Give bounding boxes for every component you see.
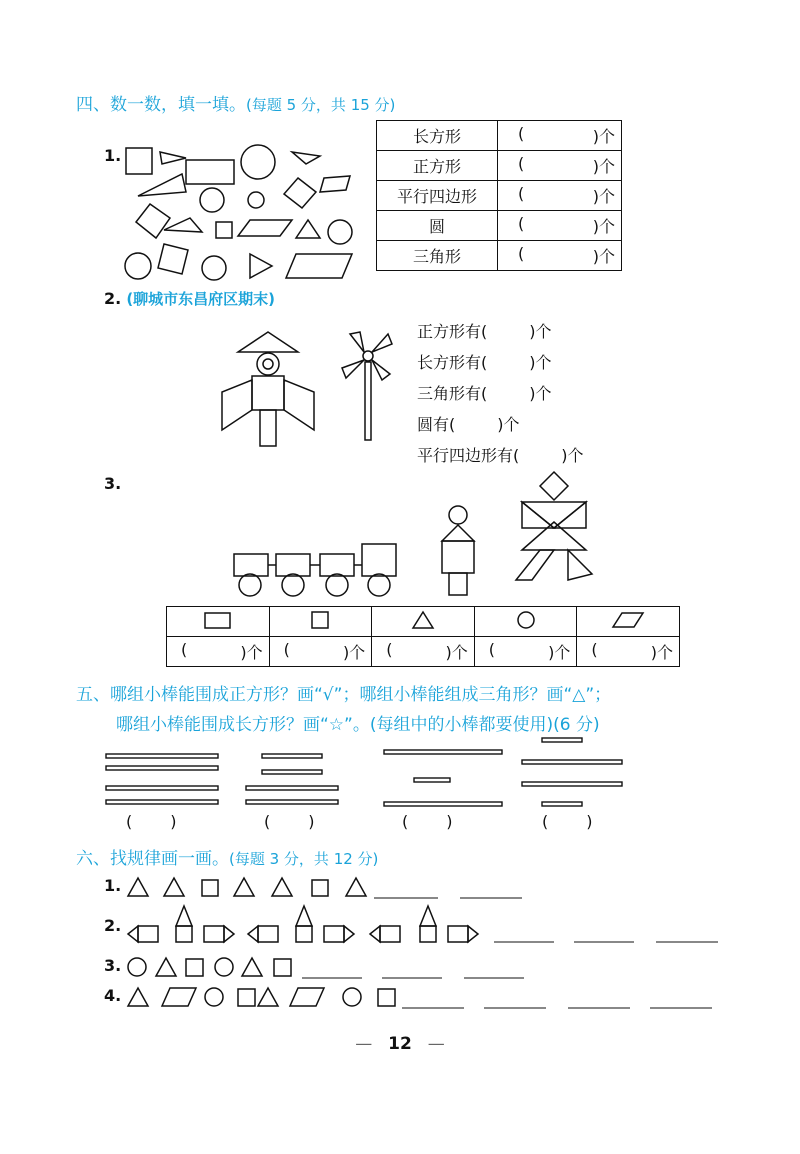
- answer-cell[interactable]: ( )个: [498, 151, 622, 181]
- row-label: 三角形: [377, 241, 498, 271]
- square-shape: [216, 222, 232, 238]
- parallelogram-shape: [320, 176, 350, 192]
- q2-number: 2.: [104, 289, 122, 308]
- answer-paren-2[interactable]: ( ): [264, 812, 315, 831]
- q2-source: (聊城市东昌府区期末): [126, 290, 276, 308]
- q2-line: 三角形有( )个: [417, 384, 552, 403]
- row-label: 正方形: [377, 151, 498, 181]
- square-shape: [136, 204, 170, 238]
- row-label: 平行四边形: [377, 181, 498, 211]
- table-row: [377, 211, 622, 241]
- table-row: [377, 151, 622, 181]
- answer-cell[interactable]: ( )个: [498, 211, 622, 241]
- triangle-shape: [160, 152, 186, 164]
- page-number: 12: [388, 1034, 412, 1054]
- rectangle-icon: [167, 607, 270, 637]
- answer-cell[interactable]: ( )个: [269, 637, 372, 667]
- circle-shape: [125, 253, 151, 279]
- pattern-1-shapes: [126, 874, 526, 900]
- answer-cell[interactable]: ( )个: [498, 181, 622, 211]
- section-4-heading: [76, 90, 395, 115]
- pattern-4-number: 4.: [104, 986, 122, 1005]
- section-6-heading: [76, 844, 378, 869]
- train-figure: [230, 540, 400, 598]
- q1-shapes-figure: [120, 140, 360, 285]
- section-4-title: 四、数一数，填一填。: [76, 95, 246, 115]
- parallelogram-shape: [238, 220, 292, 236]
- table-row: [167, 637, 680, 667]
- answer-cell[interactable]: ( )个: [167, 637, 270, 667]
- sticks-figure: [100, 736, 630, 810]
- circle-icon: [474, 607, 577, 637]
- table-row: [377, 181, 622, 211]
- pattern-1-number: 1.: [104, 876, 122, 895]
- triangle-shape: [250, 254, 272, 278]
- robot-figure: [220, 330, 320, 448]
- q2-line: 正方形有( )个: [417, 322, 552, 341]
- q2-line: 圆有( )个: [417, 415, 520, 434]
- answer-cell[interactable]: ( )个: [577, 637, 680, 667]
- pattern-4-shapes: [126, 984, 716, 1010]
- answer-cell[interactable]: ( )个: [498, 121, 622, 151]
- answer-paren-4[interactable]: ( ): [542, 812, 593, 831]
- row-label: 长方形: [377, 121, 498, 151]
- page-number-footer: — 12 —: [355, 1034, 445, 1054]
- circle-shape: [241, 145, 275, 179]
- pattern-2-shapes: [126, 904, 722, 944]
- answer-paren-3[interactable]: ( ): [402, 812, 453, 831]
- parallelogram-icon: [577, 607, 680, 637]
- q1-number: 1.: [104, 146, 122, 165]
- answer-paren-1[interactable]: ( ): [126, 812, 177, 831]
- q2-line: 长方形有( )个: [417, 353, 552, 372]
- table-row: [167, 607, 680, 637]
- rectangle-shape: [186, 160, 234, 184]
- person-figure: [436, 505, 480, 597]
- square-icon: [269, 607, 372, 637]
- q2-line: 平行四边形有( )个: [417, 446, 584, 465]
- q3-count-table: [166, 606, 680, 667]
- tangram-person-figure: [512, 470, 596, 588]
- q2-header: [104, 288, 275, 309]
- circle-shape: [248, 192, 264, 208]
- parallelogram-shape: [286, 254, 352, 278]
- pattern-2-number: 2.: [104, 916, 122, 935]
- square-shape: [284, 178, 316, 208]
- triangle-shape: [296, 220, 320, 238]
- section-6-score: (每题 3 分，共 12 分): [229, 850, 379, 868]
- q2-answer-lines: [417, 316, 584, 471]
- row-label: 圆: [377, 211, 498, 241]
- square-shape: [126, 148, 152, 174]
- triangle-shape: [164, 218, 202, 232]
- answer-cell[interactable]: ( )个: [498, 241, 622, 271]
- pattern-3-number: 3.: [104, 956, 122, 975]
- triangle-icon: [372, 607, 475, 637]
- pinwheel-figure: [340, 330, 400, 442]
- circle-shape: [202, 256, 226, 280]
- table-row: [377, 241, 622, 271]
- triangle-shape: [292, 152, 320, 164]
- answer-cell[interactable]: ( )个: [474, 637, 577, 667]
- q3-number: 3.: [104, 474, 122, 493]
- answer-cell[interactable]: ( )个: [372, 637, 475, 667]
- circle-shape: [328, 220, 352, 244]
- section-4-score: (每题 5 分，共 15 分): [246, 96, 396, 114]
- table-row: [377, 121, 622, 151]
- circle-shape: [200, 188, 224, 212]
- pattern-3-shapes: [126, 954, 526, 980]
- triangle-shape: [138, 174, 186, 196]
- section-5-line2: 哪组小棒能围成长方形？画“☆”。(每组中的小棒都要使用)(6 分): [116, 715, 600, 735]
- square-shape: [158, 244, 188, 274]
- section-5-line1: 五、哪组小棒能围成正方形？画“√”；哪组小棒能组成三角形？画“△”；: [76, 685, 612, 705]
- q1-count-table: [376, 120, 622, 271]
- section-6-title: 六、找规律画一画。: [76, 849, 229, 869]
